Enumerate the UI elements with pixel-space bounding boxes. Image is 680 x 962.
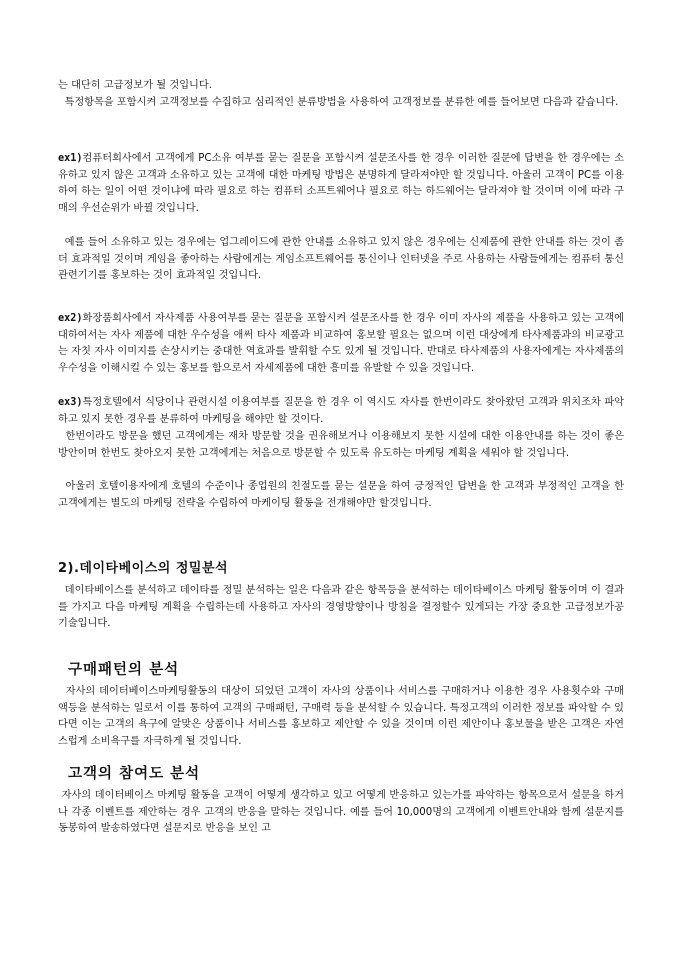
- example-1-label: ex1): [58, 153, 83, 164]
- heading-purchase-pattern: 구매패턴의 분석: [68, 661, 180, 678]
- paragraph-example-1: [58, 151, 624, 217]
- example-2-text: 화장품회사에서 자사제품 사용여부를 묻는 질문을 포함시켜 설문조사를 한 경우 이미 자사의 제품을 사용하고 있는 고객에 대하여서는 자사 제품에 대한 우수성을 애써 타사 제품과 비교하여 홍보할 필요는 없으며 이런 대상에게 타사제품과의 비교광고는 자칫 자사 이미지를 손상시키는 중대한 역효과를 발휘할 수도 있게 될 것입니다. 반대로 타사제품의 사용자에게는 자사제품의 우수성을 이해시킬 수 있는 홍보를 함으로서 자세제품에 대한 흥미를 유발할 수 있을 것입니다.: [58, 313, 624, 374]
- participation-body: 자사의 데이터베이스 마케팅 활동을 고객이 어떻게 생각하고 있고 어떻게 반응하고 있는가를 파악하는 항목으로서 설문을 하거나 각종 이벤트를 제안하는 경우 고객의 반응을 말하는 것입니다. 예를 들어 10,000명의 고객에게 이벤트안내와 함께 설문지를 동봉하여 발송하였다면 설문지로 반응을 보인 고: [58, 790, 624, 835]
- paragraph-example-3-hotel: 아울러 호텔이용자에게 호텔의 수준이나 종업원의 친절도를 묻는 설문을 하여 긍정적인 답변을 한 고객과 부정적인 고객을 한 고객에게는 별도의 마케팅 전략을 수립하여 마케이팅 활동을 전개해야만 할것입니다.: [58, 481, 624, 509]
- paragraph-example-3-detail: 한번이라도 방문을 했던 고객에게는 재차 방문할 것을 권유해보거나 이용해보지 못한 시설에 대한 이용안내를 하는 것이 좋은 방안이며 한번도 찾아오지 못한 고객에게는 처음으로 방문할 수 있도록 유도하는 마케팅 계획을 세워야 할 것입니다.: [58, 431, 624, 459]
- paragraph-classification-intro: 특정항목을 포함시켜 고객정보를 수집하고 심리적인 분류방법을 사용하여 고객정보를 분류한 예를 들어보면 다음과 같습니다.: [58, 97, 619, 108]
- purchase-pattern-body: 자사의 데이터베이스마케팅활동의 대상이 되었던 고객이 자사의 상품이나 서비스를 구매하거나 이용한 경우 사용횟수와 구매액등을 분석하는 일로서 이를 통하여 고객의 구매패턴, 구매력 등을 분석할 수 있습니다. 특정고객의 이러한 정보를 파악할 수 있다면 이는 고객의 욕구에 알맞은 상품이나 서비스를 홍보하고 제안할 수 있을 것이며 이런 제안이나 홍보물을 받은 고객은 자연스럽게 소비욕구를 자극하게 될 것입니다.: [58, 686, 624, 747]
- paragraph-intro-end: 는 대단히 고급정보가 될 것입니다.: [58, 80, 212, 91]
- example-2-label: ex2): [58, 313, 83, 324]
- section-2-title: 2).데이타베이스의 정밀분석: [58, 561, 229, 576]
- example-1-text: 컴퓨터회사에서 고객에게 PC소유 여부를 묻는 질문을 포함시켜 설문조사를 한 경우 이러한 질문에 답변을 한 경우에는 소유하고 있지 않은 고객과 소유하고 있는 고객에 대한 마케팅 방법은 분명하게 달라져야만 할 것입니다. 아울러 고객이 PC를 이용하여 하는 일이 어떤 것이냐에 따라 필요로 하는 컴퓨터 소프트웨어나 필요로 하는 하드웨어는 달라져야 할 것이며 이에 따라 구매의 우선순위가 바뀔 것입니다.: [58, 153, 624, 214]
- paragraph-example-2: [58, 311, 624, 377]
- section-2-body: 데이타베이스를 분석하고 데이타를 정밀 분석하는 일은 다음과 같은 항목등을 분석하는 데이타베이스 마케팅 활동이며 이 결과를 가지고 다음 마케팅 계획을 수립하는데 사용하고 자사의 경영방향이나 방침을 결정할수 있게되는 가장 중요한 고급정보가공기술입니다.: [58, 585, 624, 630]
- example-3-text: 특정호텔에서 식당이나 관련시설 이용여부를 질문을 한 경우 이 역시도 자사를 한번이라도 찾아왔던 고객과 위치조차 파악하고 있지 못한 경우를 분류하여 마케팅을 해야만 할 것이다.: [58, 397, 624, 425]
- heading-participation: 고객의 참여도 분석: [68, 765, 201, 782]
- paragraph-example-3: [58, 395, 624, 428]
- example-3-label: ex3): [58, 397, 83, 408]
- paragraph-example-1-detail: 예를 들어 소유하고 있는 경우에는 업그레이드에 관한 안내를 소유하고 있지 않은 경우에는 신제품에 관한 안내를 하는 것이 좀더 효과적일 것이며 게임을 좋아하는 사람에게는 게임소프트웨어를 통신이나 인터넷을 주로 사용하는 사람들에게는 컴퓨터 통신관련기기를 홍보하는 것이 효과적일 것입니다.: [58, 237, 624, 282]
